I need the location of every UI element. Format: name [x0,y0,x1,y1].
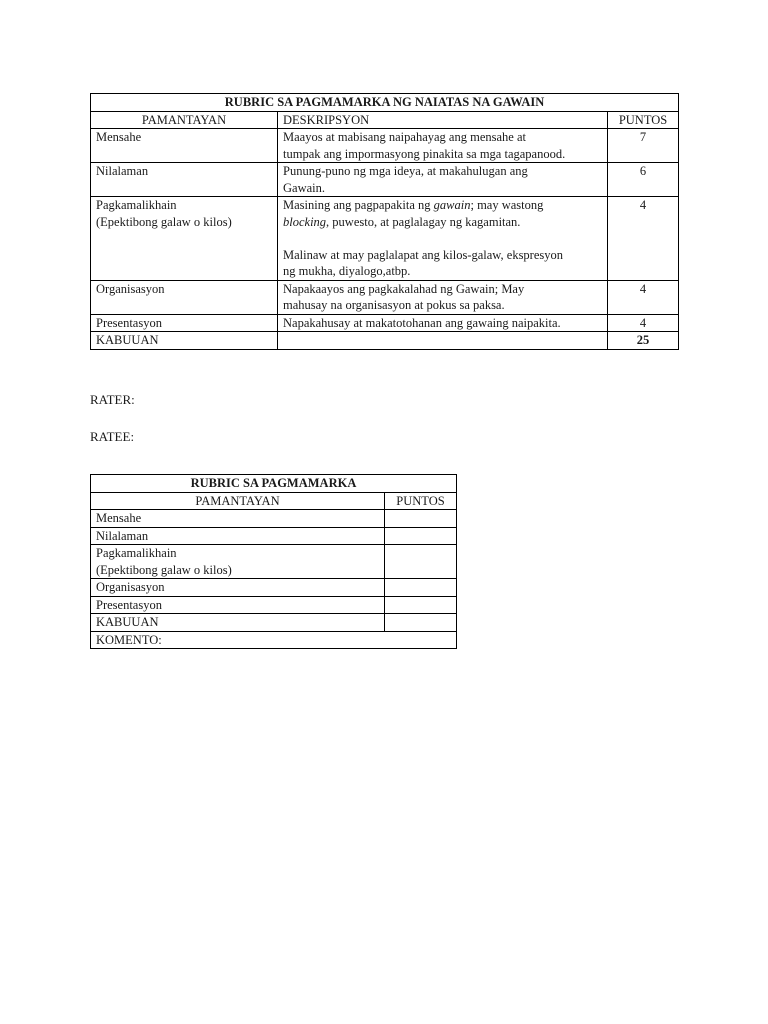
criteria-line: (Epektibong galaw o kilos) [96,214,232,229]
table-title: RUBRIC SA PAGMAMARKA [91,475,457,493]
description-line [283,197,602,214]
table-row [91,314,679,332]
description-cell [278,280,608,314]
header-points: PUNTOS [385,492,457,510]
table-row [91,163,679,197]
points-entry-cell[interactable] [385,545,457,579]
rater-label: RATER: [90,392,135,407]
comment-cell[interactable]: KOMENTO: [91,631,457,649]
description-cell [278,129,608,163]
description-text: ; may wastong [470,198,544,212]
ratee-label: RATEE: [90,429,135,444]
description-text: , puwesto, at paglalagay ng kagamitan. [326,214,521,229]
points-cell: 4 [608,197,679,281]
points-entry-cell[interactable] [385,527,457,545]
total-points: 25 [608,332,679,350]
points-cell: 7 [608,129,679,163]
criteria-cell: Presentasyon [91,314,278,332]
description-line: Maayos at mabisang naipahayag ang mensahe at [283,130,526,144]
table-title: RUBRIC SA PAGMAMARKA NG NAIATAS NA GAWAIN [91,94,679,112]
total-row [91,332,679,350]
description-line: Malinaw at may paglalapat ang kilos-galaw, ekspresyon [283,247,564,262]
table-row [91,527,457,545]
comment-row [91,631,457,649]
criteria-cell [91,545,385,579]
criteria-line: (Epektibong galaw o kilos) [96,562,232,577]
description-cell: Napakahusay at makatotohanan ang gawaing naipakita. [278,314,608,332]
description-cell [278,163,608,197]
points-cell: 4 [608,314,679,332]
header-points: PUNTOS [608,111,679,129]
points-entry-cell[interactable] [385,596,457,614]
criteria-cell: Mensahe [91,129,278,163]
table-row [91,579,457,597]
table-row [91,197,679,281]
description-line [283,214,602,231]
criteria-line: Pagkamalikhain [96,546,177,560]
points-cell: 4 [608,280,679,314]
header-criteria: PAMANTAYAN [91,492,385,510]
table-row [91,280,679,314]
criteria-cell: Organisasyon [91,280,278,314]
table-title-row [91,475,457,493]
rubric-table-full [90,93,679,350]
description-line: Napakaayos ang pagkakalahad ng Gawain; May [283,281,525,296]
header-criteria: PAMANTAYAN [91,111,278,129]
table-title-row [91,94,679,112]
criteria-cell: Nilalaman [91,163,278,197]
total-label: KABUUAN [91,332,278,350]
total-points-entry-cell[interactable] [385,614,457,632]
criteria-cell: Presentasyon [91,596,385,614]
table-row [91,545,457,579]
description-line: ng mukha, diyalogo,atbp. [283,264,411,278]
criteria-cell: Mensahe [91,510,385,528]
table-header-row [91,111,679,129]
total-label: KABUUAN [91,614,385,632]
description-line: mahusay na organisasyon at pokus sa paksa. [283,298,505,312]
criteria-cell [91,197,278,281]
header-description: DESKRIPSYON [278,111,608,129]
total-description-empty [278,332,608,350]
description-text: Masining ang pagpapakita ng [283,198,434,212]
criteria-cell: Nilalaman [91,527,385,545]
description-cell [278,197,608,281]
table-row [91,596,457,614]
description-line: tumpak ang impormasyong pinakita sa mga tagapanood. [283,146,566,161]
table-header-row [91,492,457,510]
points-entry-cell[interactable] [385,579,457,597]
description-line: Punung-puno ng mga ideya, at makahulugan ang [283,164,528,178]
description-line: Gawain. [283,180,325,195]
criteria-cell: Organisasyon [91,579,385,597]
points-cell: 6 [608,163,679,197]
criteria-line: Pagkamalikhain [96,198,177,212]
table-row [91,510,457,528]
description-italic: blocking [283,214,327,229]
table-row [91,129,679,163]
rubric-table-blank [90,474,457,649]
points-entry-cell[interactable] [385,510,457,528]
paragraph-gap [283,230,602,247]
description-italic: gawain [433,198,471,212]
total-row [91,614,457,632]
